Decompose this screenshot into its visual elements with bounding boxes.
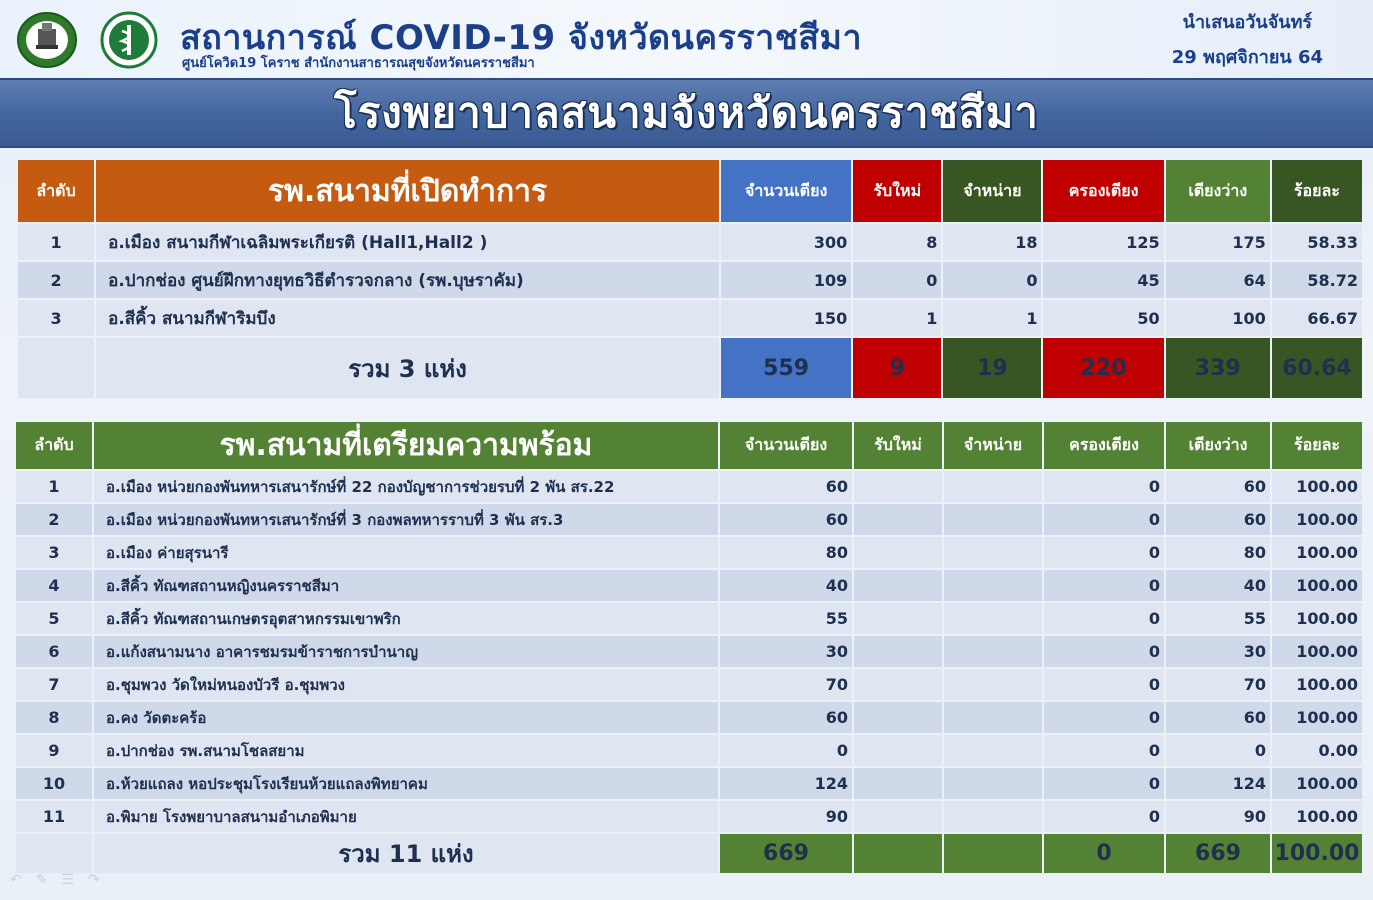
row-discharge xyxy=(944,636,1042,667)
row-num: 7 xyxy=(16,669,92,700)
row-new: 1 xyxy=(853,300,941,336)
row-free: 60 xyxy=(1166,702,1270,733)
row-new xyxy=(854,603,942,634)
row-occupied: 0 xyxy=(1044,702,1164,733)
report-date xyxy=(1172,10,1323,72)
row-occupied: 0 xyxy=(1044,768,1164,799)
open-field-hospitals-table xyxy=(16,158,1364,400)
row-beds: 30 xyxy=(720,636,852,667)
row-occupied: 0 xyxy=(1044,471,1164,502)
row-num: 8 xyxy=(16,702,92,733)
row-occupied: 0 xyxy=(1044,603,1164,634)
row-occupied: 0 xyxy=(1044,669,1164,700)
table-row xyxy=(16,735,1362,766)
row-num: 5 xyxy=(16,603,92,634)
row-name: อ.สีคิ้ว ทัณฑสถานหญิงนครราชสีมา xyxy=(94,570,718,601)
row-name: อ.เมือง สนามกีฬาเฉลิมพระเกียรติ (Hall1,Hall2 ) xyxy=(96,224,719,260)
row-discharge xyxy=(944,471,1042,502)
row-percent: 100.00 xyxy=(1272,801,1362,832)
pen-icon[interactable]: ✎ xyxy=(35,872,48,888)
row-discharge xyxy=(944,801,1042,832)
header-free: เตียงว่าง xyxy=(1166,160,1270,222)
row-num: 2 xyxy=(18,262,94,298)
row-beds: 40 xyxy=(720,570,852,601)
header-occupied: ครองเตียง xyxy=(1043,160,1163,222)
row-beds: 150 xyxy=(721,300,851,336)
row-discharge: 1 xyxy=(943,300,1041,336)
row-discharge: 0 xyxy=(943,262,1041,298)
table-row xyxy=(18,262,1362,298)
table-row xyxy=(16,603,1362,634)
header-num: ลำดับ xyxy=(18,160,94,222)
row-percent: 100.00 xyxy=(1272,603,1362,634)
table-row xyxy=(16,471,1362,502)
row-num: 4 xyxy=(16,570,92,601)
row-new xyxy=(854,801,942,832)
row-occupied: 0 xyxy=(1044,504,1164,535)
table-row xyxy=(16,768,1362,799)
row-beds: 60 xyxy=(720,471,852,502)
total-label: รวม 3 แห่ง xyxy=(96,338,719,398)
row-beds: 124 xyxy=(720,768,852,799)
total-blank xyxy=(18,338,94,398)
row-beds: 109 xyxy=(721,262,851,298)
row-beds: 90 xyxy=(720,801,852,832)
header-discharge: จำหน่าย xyxy=(944,422,1042,469)
header-new: รับใหม่ xyxy=(854,422,942,469)
row-occupied: 0 xyxy=(1044,636,1164,667)
row-occupied: 0 xyxy=(1044,537,1164,568)
row-num: 2 xyxy=(16,504,92,535)
row-discharge xyxy=(944,537,1042,568)
row-beds: 80 xyxy=(720,537,852,568)
total-free: 669 xyxy=(1166,834,1270,873)
header-percent: ร้อยละ xyxy=(1272,422,1362,469)
row-free: 100 xyxy=(1166,300,1270,336)
row-discharge xyxy=(944,669,1042,700)
row-free: 55 xyxy=(1166,603,1270,634)
row-percent: 100.00 xyxy=(1272,768,1362,799)
row-new: 8 xyxy=(853,224,941,260)
total-occupied: 0 xyxy=(1044,834,1164,873)
row-free: 80 xyxy=(1166,537,1270,568)
row-name: อ.เมือง ค่ายสุรนารี xyxy=(94,537,718,568)
header-name: รพ.สนามที่เตรียมความพร้อม xyxy=(94,422,718,469)
row-name: อ.ปากช่อง ศูนย์ฝึกทางยุทธวิธีตำรวจกลาง (รพ.บุษราคัม) xyxy=(96,262,719,298)
header-num: ลำดับ xyxy=(16,422,92,469)
row-percent: 100.00 xyxy=(1272,702,1362,733)
row-percent: 100.00 xyxy=(1272,570,1362,601)
row-discharge xyxy=(944,504,1042,535)
row-percent: 58.33 xyxy=(1272,224,1362,260)
row-name: อ.พิมาย โรงพยาบาลสนามอำเภอพิมาย xyxy=(94,801,718,832)
header-beds: จำนวนเตียง xyxy=(721,160,851,222)
ministry-of-public-health-icon xyxy=(96,10,162,70)
row-new xyxy=(854,702,942,733)
row-beds: 300 xyxy=(721,224,851,260)
total-beds: 669 xyxy=(720,834,852,873)
row-num: 10 xyxy=(16,768,92,799)
row-name: อ.เมือง หน่วยกองพันทหารเสนารักษ์ที่ 3 กองพลทหารราบที่ 3 พัน สร.3 xyxy=(94,504,718,535)
header-free: เตียงว่าง xyxy=(1166,422,1270,469)
report-date-value: 29 พฤศจิกายน 64 xyxy=(1171,47,1323,68)
header-name: รพ.สนามที่เปิดทำการ xyxy=(96,160,719,222)
row-percent: 100.00 xyxy=(1272,504,1362,535)
table-row xyxy=(18,224,1362,260)
row-occupied: 0 xyxy=(1044,801,1164,832)
table-row xyxy=(16,570,1362,601)
row-num: 11 xyxy=(16,801,92,832)
total-percent: 100.00 xyxy=(1272,834,1362,873)
row-free: 124 xyxy=(1166,768,1270,799)
row-num: 9 xyxy=(16,735,92,766)
row-free: 90 xyxy=(1166,801,1270,832)
back-arrow-icon[interactable]: ↶ xyxy=(10,872,22,888)
row-name: อ.คง วัดตะคร้อ xyxy=(94,702,718,733)
row-new xyxy=(854,570,942,601)
row-new xyxy=(854,504,942,535)
table-row xyxy=(16,537,1362,568)
row-percent: 66.67 xyxy=(1272,300,1362,336)
row-new xyxy=(854,636,942,667)
row-beds: 60 xyxy=(720,702,852,733)
row-beds: 60 xyxy=(720,504,852,535)
page-subtitle: ศูนย์โควิด19 โคราช สำนักงานสาธารณสุขจังหวัดนครราชสีมา xyxy=(182,56,535,71)
total-discharge: 19 xyxy=(943,338,1041,398)
table-row xyxy=(16,504,1362,535)
table-row xyxy=(18,300,1362,336)
table-row xyxy=(16,702,1362,733)
row-num: 3 xyxy=(18,300,94,336)
row-occupied: 45 xyxy=(1043,262,1163,298)
row-num: 3 xyxy=(16,537,92,568)
row-name: อ.ปากช่อง รพ.สนามโชลสยาม xyxy=(94,735,718,766)
row-name: อ.สีคิ้ว ทัณฑสถานเกษตรอุตสาหกรรมเขาพริก xyxy=(94,603,718,634)
table-row xyxy=(16,636,1362,667)
report-date-day: นำเสนอวันจันทร์ xyxy=(1182,12,1313,33)
total-occupied: 220 xyxy=(1043,338,1163,398)
row-new xyxy=(854,669,942,700)
row-percent: 58.72 xyxy=(1272,262,1362,298)
row-beds: 55 xyxy=(720,603,852,634)
forward-arrow-icon[interactable]: ↷ xyxy=(88,872,100,888)
table-row xyxy=(16,669,1362,700)
total-percent: 60.64 xyxy=(1272,338,1362,398)
row-occupied: 50 xyxy=(1043,300,1163,336)
header xyxy=(0,0,1373,78)
row-name: อ.แก้งสนามนาง อาคารชมรมข้าราชการบำนาญ xyxy=(94,636,718,667)
row-num: 1 xyxy=(18,224,94,260)
row-name: อ.ชุมพวง วัดใหม่หนองบัวรี อ.ชุมพวง xyxy=(94,669,718,700)
header-new: รับใหม่ xyxy=(853,160,941,222)
row-beds: 70 xyxy=(720,669,852,700)
row-free: 40 xyxy=(1166,570,1270,601)
row-free: 0 xyxy=(1166,735,1270,766)
row-new: 0 xyxy=(853,262,941,298)
row-name: อ.เมือง หน่วยกองพันทหารเสนารักษ์ที่ 22 กองบัญชาการช่วยรบที่ 2 พัน สร.22 xyxy=(94,471,718,502)
row-occupied: 125 xyxy=(1043,224,1163,260)
banner xyxy=(0,78,1373,148)
row-new xyxy=(854,768,942,799)
row-percent: 100.00 xyxy=(1272,537,1362,568)
header-percent: ร้อยละ xyxy=(1272,160,1362,222)
row-percent: 100.00 xyxy=(1272,471,1362,502)
row-discharge xyxy=(944,768,1042,799)
total-label: รวม 11 แห่ง xyxy=(94,834,718,873)
row-discharge xyxy=(944,702,1042,733)
row-num: 1 xyxy=(16,471,92,502)
row-num: 6 xyxy=(16,636,92,667)
row-occupied: 0 xyxy=(1044,570,1164,601)
row-free: 60 xyxy=(1166,504,1270,535)
banner-title: โรงพยาบาลสนามจังหวัดนครราชสีมา xyxy=(334,88,1039,137)
slide-nav xyxy=(10,872,100,888)
row-discharge: 18 xyxy=(943,224,1041,260)
header-discharge: จำหน่าย xyxy=(943,160,1041,222)
total-discharge xyxy=(944,834,1042,873)
row-name: อ.ห้วยแถลง หอประชุมโรงเรียนห้วยแถลงพิทยาคม xyxy=(94,768,718,799)
row-new xyxy=(854,735,942,766)
row-occupied: 0 xyxy=(1044,735,1164,766)
row-free: 30 xyxy=(1166,636,1270,667)
total-free: 339 xyxy=(1166,338,1270,398)
total-blank xyxy=(16,834,92,873)
row-free: 70 xyxy=(1166,669,1270,700)
header-beds: จำนวนเตียง xyxy=(720,422,852,469)
row-discharge xyxy=(944,570,1042,601)
header-occupied: ครองเตียง xyxy=(1044,422,1164,469)
prepared-field-hospitals-table xyxy=(14,420,1364,875)
total-beds: 559 xyxy=(721,338,851,398)
row-free: 60 xyxy=(1166,471,1270,502)
row-percent: 0.00 xyxy=(1272,735,1362,766)
menu-icon[interactable]: ☰ xyxy=(61,872,75,888)
page-title: สถานการณ์ COVID-19 จังหวัดนครราชสีมา xyxy=(180,18,863,58)
row-discharge xyxy=(944,603,1042,634)
row-name: อ.สีคิ้ว สนามกีฬาริมบึง xyxy=(96,300,719,336)
provincial-seal-icon xyxy=(14,10,80,70)
row-discharge xyxy=(944,735,1042,766)
total-new: 9 xyxy=(853,338,941,398)
row-percent: 100.00 xyxy=(1272,669,1362,700)
row-new xyxy=(854,471,942,502)
row-percent: 100.00 xyxy=(1272,636,1362,667)
row-new xyxy=(854,537,942,568)
row-free: 64 xyxy=(1166,262,1270,298)
row-free: 175 xyxy=(1166,224,1270,260)
total-new xyxy=(854,834,942,873)
row-beds: 0 xyxy=(720,735,852,766)
table-row xyxy=(16,801,1362,832)
